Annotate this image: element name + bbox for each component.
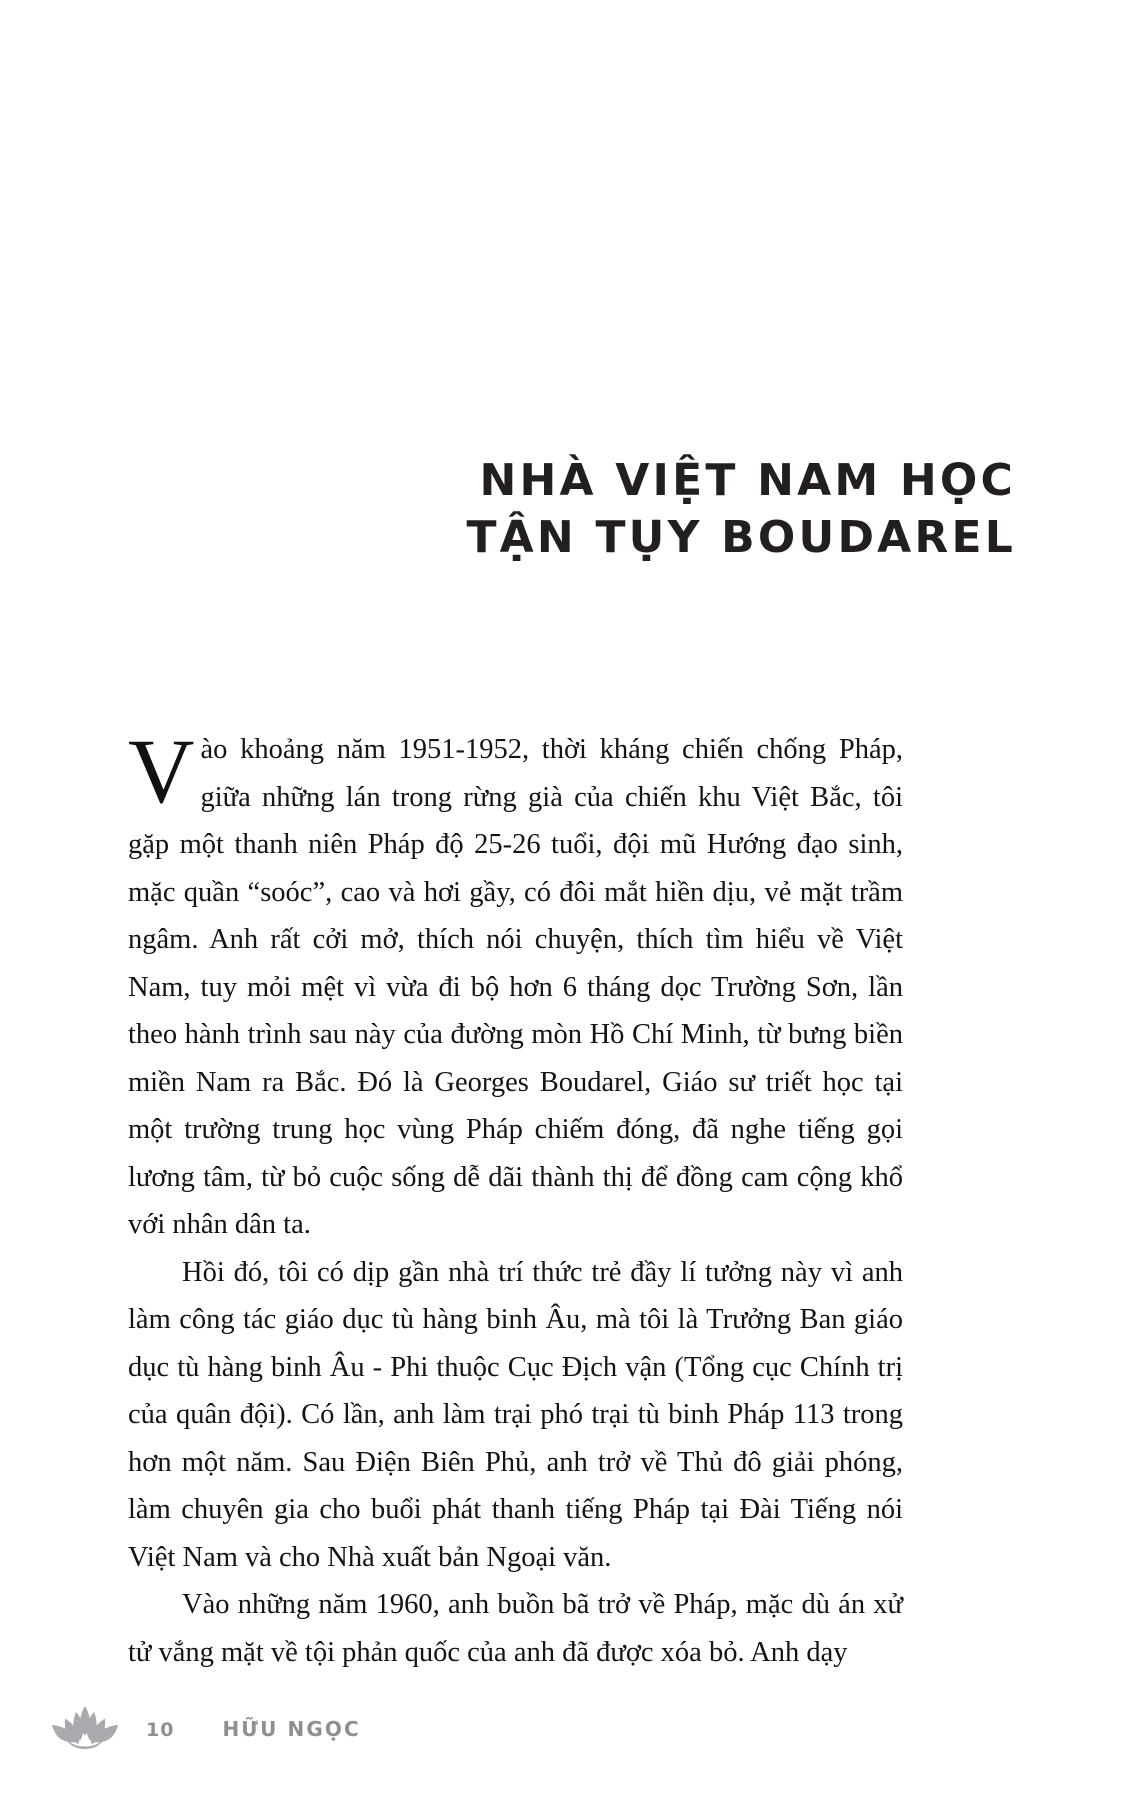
paragraph-1-text: ào khoảng năm 1951-1952, thời kháng chiến chống Pháp, giữa những lán trong rừng già của chiến khu Việt Bắc, tôi gặp một thanh niên Pháp độ 25-26 tuổi, đội mũ Hướng đạo sinh, mặc quần “soóc”, cao và hơi gầy, có đôi mắt hiền dịu, vẻ mặt trầm ngâm. Anh rất cởi mở, thích nói chuyện, thích tìm hiểu về Việt Nam, tuy mỏi mệt vì vừa đi bộ hơn 6 tháng dọc Trường Sơn, lần theo hành trình sau này của đường mòn Hồ Chí Minh, từ bưng biền miền Nam ra Bắc. Đó là Georges Boudarel, Giáo sư triết học tại một trường trung học vùng Pháp chiếm đóng, đã nghe tiếng gọi lương tâm, từ bỏ cuộc sống dễ dãi thành thị để đồng cam cộng khổ với nhân dân ta. — [128, 734, 903, 1240]
page-footer — [48, 1702, 361, 1752]
drop-cap: V — [128, 720, 195, 822]
page-number: 10 — [146, 1718, 175, 1741]
title-line-1: NHÀ VIỆT NAM HỌC — [479, 455, 1016, 506]
lotus-icon — [48, 1702, 122, 1752]
paragraph-3: Vào những năm 1960, anh buồn bã trở về Pháp, mặc dù án xử tử vắng mặt về tội phản quốc của anh đã được xóa bỏ. Anh dạy — [128, 1589, 903, 1668]
paragraph-1 — [128, 720, 903, 1249]
body-text-column — [128, 720, 903, 1676]
footer-author: HỮU NGỌC — [222, 1717, 361, 1741]
paragraph-2: Hồi đó, tôi có dịp gần nhà trí thức trẻ đầy lí tưởng này vì anh làm công tác giáo dục tù hàng binh Âu, mà tôi là Trưởng Ban giáo dục tù hàng binh Âu - Phi thuộc Cục Địch vận (Tổng cục Chính trị của quân đội). Có lần, anh làm trại phó trại tù binh Pháp 113 trong hơn một năm. Sau Điện Biên Phủ, anh trở về Thủ đô giải phóng, làm chuyên gia cho buổi phát thanh tiếng Pháp tại Đài Tiếng nói Việt Nam và cho Nhà xuất bản Ngoại văn. — [128, 1256, 903, 1573]
page-title — [0, 452, 1016, 566]
title-line-2: TẬN TỤY BOUDAREL — [466, 512, 1016, 564]
